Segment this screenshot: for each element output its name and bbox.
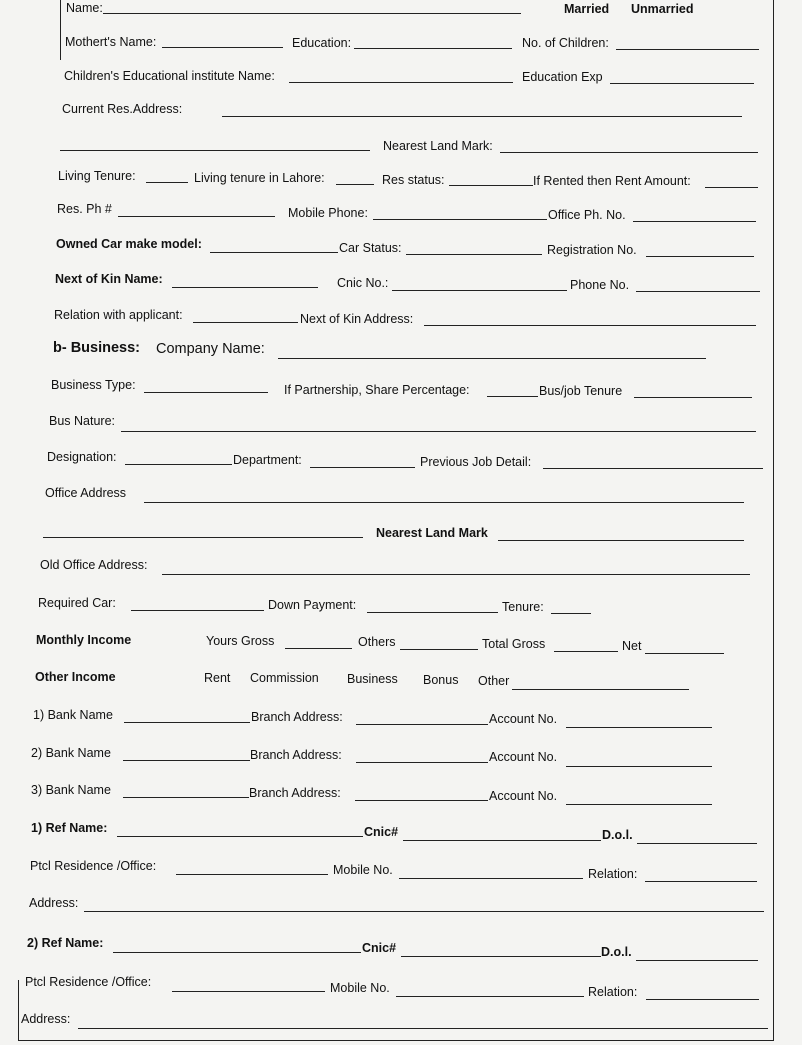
account-no-2-label: Account No. [489,750,558,764]
mothers-name-field[interactable] [162,47,283,48]
ref-name-2-label: 2) Ref Name: [27,936,104,950]
office-address-field[interactable] [144,502,744,503]
res-ph-label: Res. Ph # [57,202,112,216]
unmarried-option[interactable]: Unmarried [631,2,694,16]
office-ph-label: Office Ph. No. [548,208,626,222]
account-no-3-label: Account No. [489,789,558,803]
ref-name-1-label: 1) Ref Name: [31,821,108,835]
required-car-field[interactable] [131,610,264,611]
cnic-label: Cnic No.: [337,276,389,290]
account-no-2-field[interactable] [566,766,712,767]
rent-amount-label: If Rented then Rent Amount: [533,174,691,188]
office-ph-field[interactable] [633,221,756,222]
address-1-label: Address: [29,896,79,910]
nearest-landmark-2-label: Nearest Land Mark [376,526,488,540]
address-2-field[interactable] [78,1028,768,1029]
living-tenure-lahore-label: Living tenure in Lahore: [194,171,325,185]
nearest-landmark-label: Nearest Land Mark: [383,139,493,153]
branch-address-3-label: Branch Address: [249,786,341,800]
designation-field[interactable] [125,464,232,465]
cnic-2-label: Cnic# [362,941,397,955]
business-type-field[interactable] [144,392,268,393]
relation-1-label: Relation: [588,867,638,881]
rent-amount-field[interactable] [705,187,758,188]
education-label: Education: [292,36,352,50]
required-car-label: Required Car: [38,596,116,610]
branch-address-2-field[interactable] [356,762,488,763]
address-2-label: Address: [21,1012,71,1026]
address-1-field[interactable] [84,911,764,912]
net-label: Net [622,639,642,653]
other-income-field[interactable] [512,689,689,690]
others-label: Others [358,635,396,649]
mobile-phone-field[interactable] [373,219,547,220]
cnic-1-label: Cnic# [364,825,399,839]
child-institute-field[interactable] [289,82,513,83]
old-office-address-label: Old Office Address: [40,558,148,572]
car-status-label: Car Status: [339,241,402,255]
bonus-option[interactable]: Bonus [423,673,459,687]
ref-name-1-field[interactable] [117,836,363,837]
ptcl-2-label: Ptcl Residence /Office: [25,975,152,989]
mobile-no-1-label: Mobile No. [333,863,393,877]
education-field[interactable] [354,48,512,49]
res-status-field[interactable] [449,185,533,186]
department-field[interactable] [310,467,415,468]
mothers-name-label: Mothert's Name: [65,35,157,49]
nearest-landmark-field[interactable] [500,152,758,153]
res-ph-field[interactable] [118,216,275,217]
name-field[interactable] [103,13,521,14]
car-status-field[interactable] [406,254,542,255]
mobile-no-1-field[interactable] [399,878,583,879]
total-gross-field[interactable] [554,651,618,652]
branch-address-1-field[interactable] [356,724,488,725]
branch-address-3-field[interactable] [355,800,488,801]
business-type-label: Business Type: [51,378,136,392]
living-tenure-lahore-field[interactable] [336,184,374,185]
partnership-share-label: If Partnership, Share Percentage: [284,383,470,397]
bank-name-3-label: 3) Bank Name [31,783,111,797]
living-tenure-label: Living Tenure: [58,169,136,183]
ref-name-2-field[interactable] [113,952,361,953]
monthly-income-label: Monthly Income [36,633,132,647]
dol-1-field[interactable] [637,843,757,844]
education-exp-field[interactable] [610,83,754,84]
current-address-field[interactable] [222,116,742,117]
relation-applicant-field[interactable] [193,322,298,323]
company-name-label: Company Name: [156,341,265,357]
dol-2-label: D.o.l. [601,945,632,959]
bank-name-1-label: 1) Bank Name [33,708,113,722]
tenure-field[interactable] [551,613,591,614]
name-label: Name: [66,1,103,15]
other-option[interactable]: Other [478,674,510,688]
previous-job-label: Previous Job Detail: [420,455,532,469]
ptcl-1-label: Ptcl Residence /Office: [30,859,157,873]
business-heading: b- Business: [53,340,141,356]
owned-car-label: Owned Car make model: [56,237,202,251]
previous-job-field[interactable] [543,468,763,469]
no-children-field[interactable] [616,49,759,50]
form-frame-bottom [18,1040,774,1041]
down-payment-label: Down Payment: [268,598,357,612]
branch-address-1-label: Branch Address: [251,710,343,724]
relation-2-field[interactable] [646,999,759,1000]
cnic-field[interactable] [392,290,567,291]
bus-nature-field[interactable] [121,431,756,432]
relation-applicant-label: Relation with applicant: [54,308,183,322]
relation-1-field[interactable] [645,881,757,882]
bus-job-tenure-label: Bus/job Tenure [539,384,623,398]
mobile-no-2-field[interactable] [396,996,584,997]
form-frame-left [60,0,61,60]
designation-label: Designation: [47,450,117,464]
cnic-2-field[interactable] [401,956,601,957]
dol-2-field[interactable] [636,960,758,961]
kin-address-field[interactable] [424,325,756,326]
nearest-landmark-2-field[interactable] [498,540,744,541]
tenure-label: Tenure: [502,600,544,614]
phone-no-label: Phone No. [570,278,630,292]
account-no-1-field[interactable] [566,727,712,728]
phone-no-field[interactable] [636,291,760,292]
mobile-no-2-label: Mobile No. [330,981,390,995]
bank-name-3-field[interactable] [123,797,249,798]
res-status-label: Res status: [382,173,445,187]
partnership-share-field[interactable] [487,396,538,397]
owned-car-field[interactable] [210,252,338,253]
education-exp-label: Education Exp [522,70,603,84]
relation-2-label: Relation: [588,985,638,999]
form-frame-left-lower [18,980,19,1040]
ptcl-2-field[interactable] [172,991,325,992]
ptcl-1-field[interactable] [176,874,328,875]
office-address-line2[interactable] [43,537,363,538]
others-field[interactable] [400,649,478,650]
total-gross-label: Total Gross [482,637,546,651]
net-field[interactable] [645,653,724,654]
kin-name-label: Next of Kin Name: [55,272,163,286]
current-address-label: Current Res.Address: [62,102,183,116]
down-payment-field[interactable] [367,612,498,613]
company-name-field[interactable] [278,358,706,359]
rent-option[interactable]: Rent [204,671,231,685]
dol-1-label: D.o.l. [602,828,633,842]
child-institute-label: Children's Educational institute Name: [64,69,275,83]
account-no-1-label: Account No. [489,712,558,726]
cnic-1-field[interactable] [403,840,601,841]
account-no-3-field[interactable] [566,804,712,805]
yours-gross-label: Yours Gross [206,634,275,648]
married-option[interactable]: Married [564,2,610,16]
old-office-address-field[interactable] [162,574,750,575]
kin-name-field[interactable] [172,287,318,288]
business-option[interactable]: Business [347,672,398,686]
bus-nature-label: Bus Nature: [49,414,116,428]
living-tenure-field[interactable] [146,182,188,183]
yours-gross-field[interactable] [285,648,352,649]
registration-label: Registration No. [547,243,637,257]
registration-field[interactable] [646,256,754,257]
other-income-label: Other Income [35,670,116,684]
commission-option[interactable]: Commission [250,671,319,685]
no-children-label: No. of Children: [522,36,609,50]
kin-address-label: Next of Kin Address: [300,312,414,326]
department-label: Department: [233,453,302,467]
bank-name-1-field[interactable] [124,722,250,723]
bus-job-tenure-field[interactable] [634,397,752,398]
office-address-label: Office Address [45,486,127,500]
bank-name-2-label: 2) Bank Name [31,746,111,760]
current-address-line2[interactable] [60,150,370,151]
branch-address-2-label: Branch Address: [250,748,342,762]
bank-name-2-field[interactable] [123,760,250,761]
form-frame-right [773,0,774,1041]
mobile-phone-label: Mobile Phone: [288,206,368,220]
